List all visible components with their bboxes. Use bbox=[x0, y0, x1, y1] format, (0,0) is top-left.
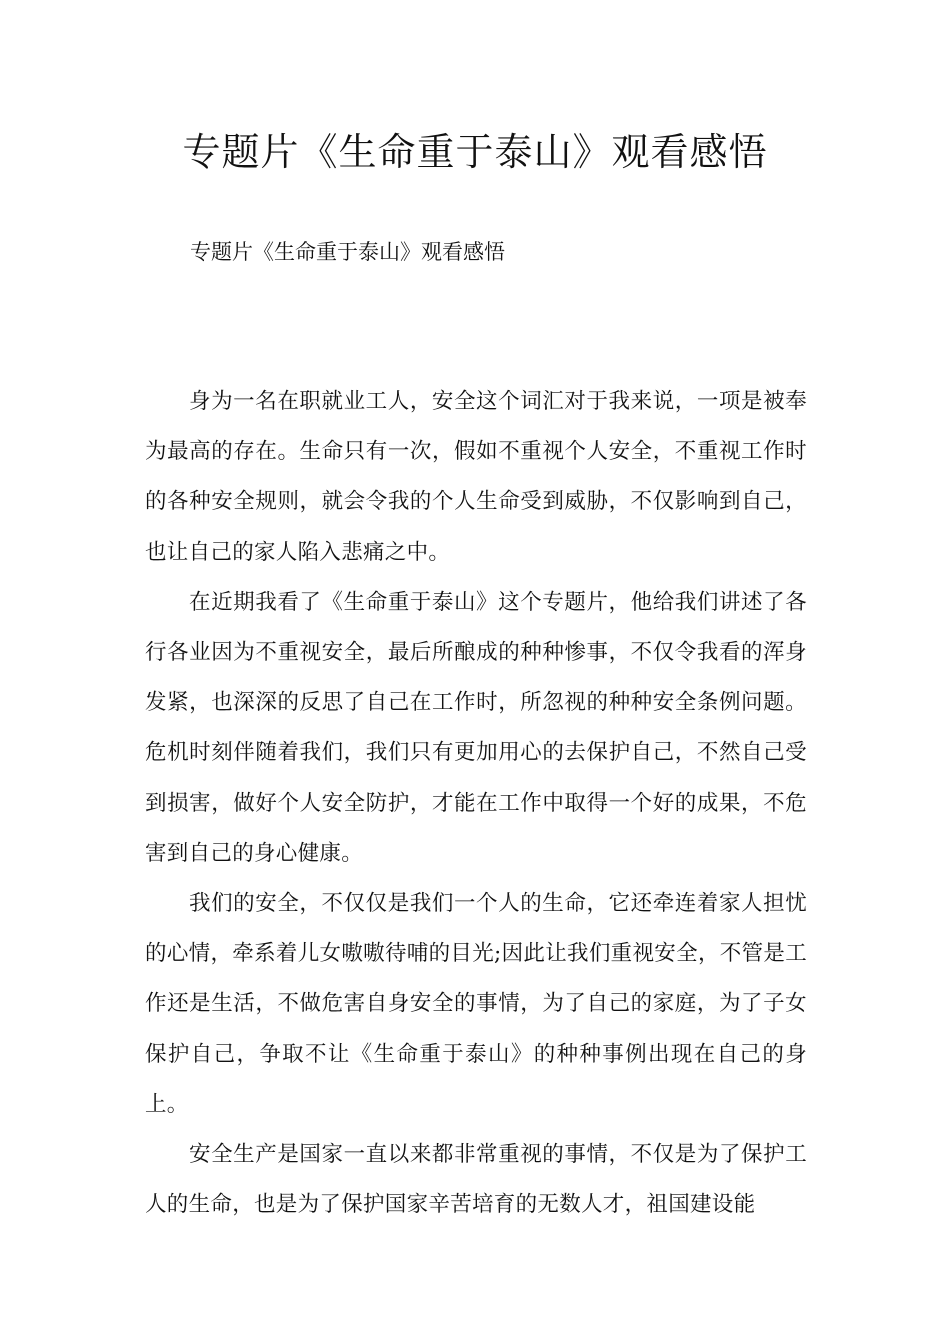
paragraph-4: 安全生产是国家一直以来都非常重视的事情，不仅是为了保护工人的生命，也是为了保护国家辛苦培育的无数人才，祖国建设能 bbox=[145, 1142, 807, 1218]
paragraph-3: 我们的安全，不仅仅是我们一个人的生命，它还牵连着家人担忧的心情，牵系着儿女嗷嗷待哺的目光;因此让我们重视安全，不管是工作还是生活，不做危害自身安全的事情，为了自己的家庭，为了子女保护自己，争取不让《生命重于泰山》的种种事例出现在自己的身上。 bbox=[145, 891, 807, 1117]
paragraph-2: 在近期我看了《生命重于泰山》这个专题片，他给我们讲述了各行各业因为不重视安全，最后所酿成的种种惨事，不仅令我看的浑身发紧，也深深的反思了自己在工作时，所忽视的种种安全条例问题。危机时刻伴随着我们，我们只有更加用心的去保护自己，不然自己受到损害，做好个人安全防护，才能在工作中取得一个好的成果，不危害到自己的身心健康。 bbox=[145, 589, 807, 866]
document-subtitle: 专题片《生命重于泰山》观看感悟 bbox=[190, 240, 505, 264]
document-body bbox=[145, 377, 807, 1230]
paragraph-1: 身为一名在职就业工人，安全这个词汇对于我来说，一项是被奉为最高的存在。生命只有一次，假如不重视个人安全，不重视工作时的各种安全规则，就会令我的个人生命受到威胁，不仅影响到自己，也让自己的家人陷入悲痛之中。 bbox=[145, 389, 807, 565]
document-title: 专题片《生命重于泰山》观看感悟 bbox=[182, 130, 768, 174]
